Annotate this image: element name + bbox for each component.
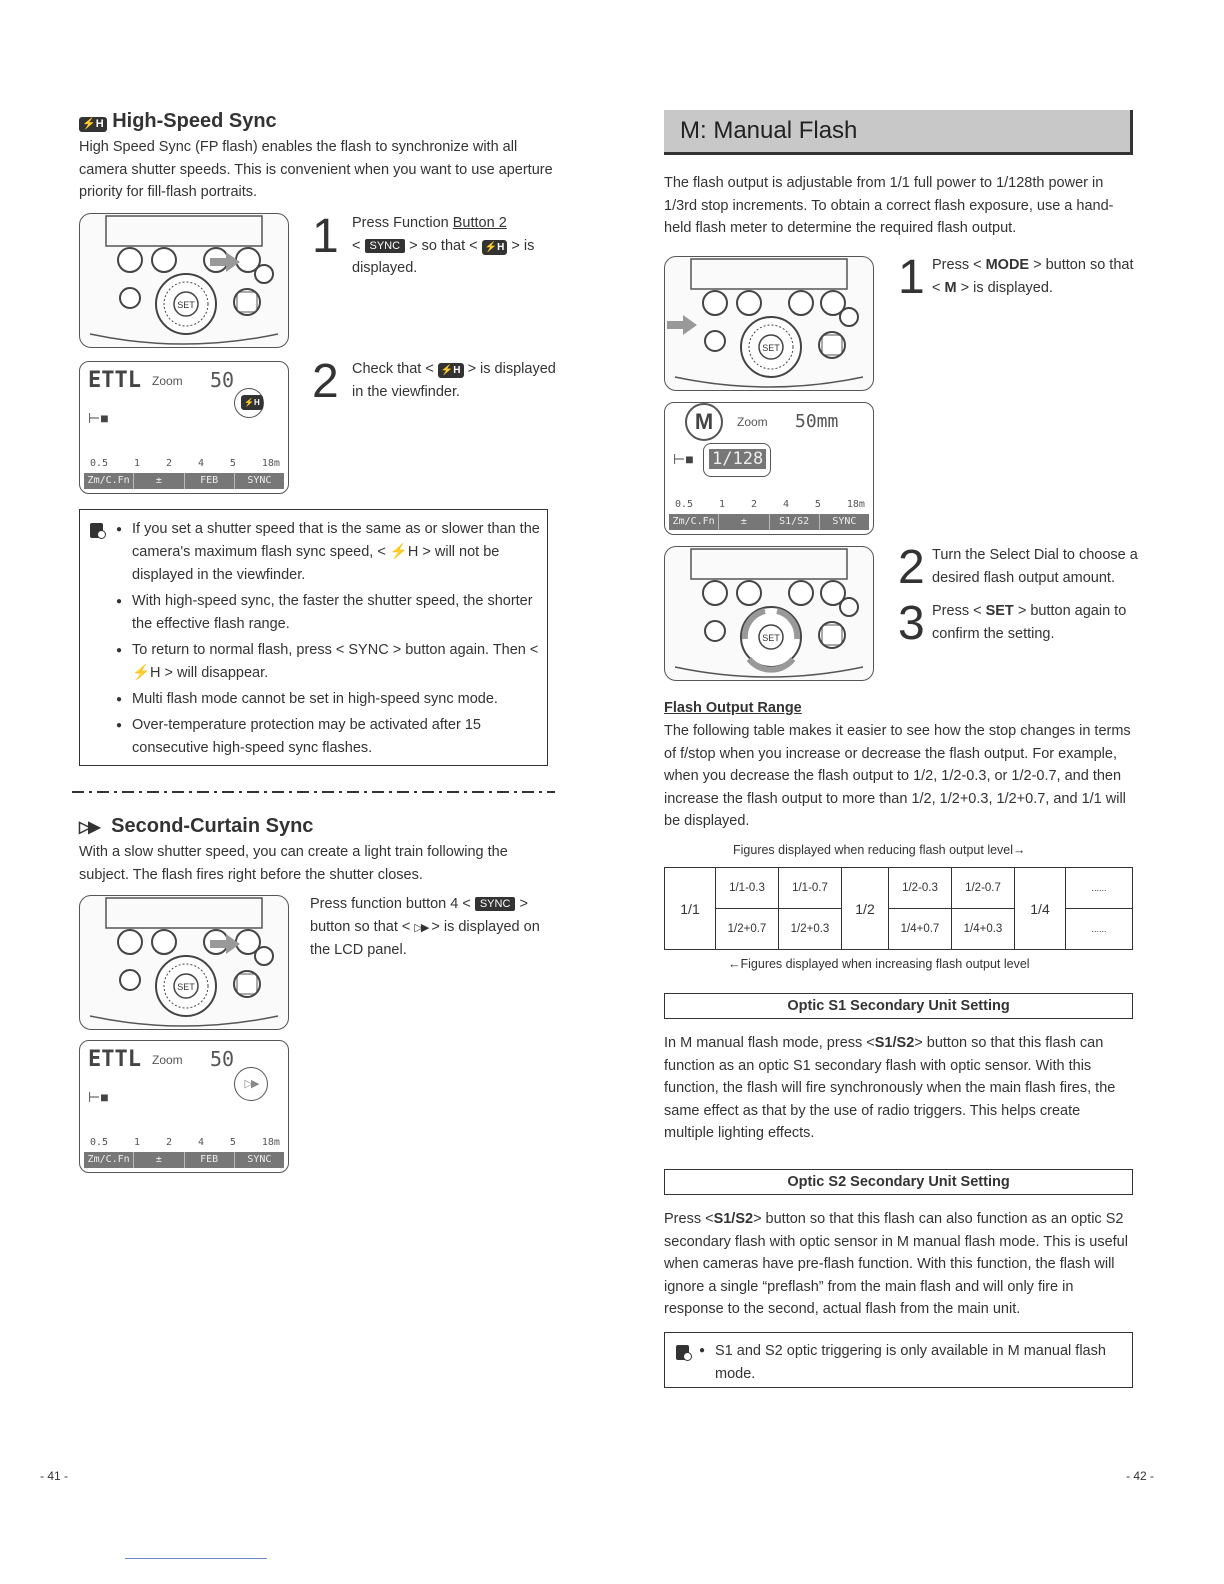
scale-tick: 5 [814,499,821,510]
flash-output-range-text: The following table makes it easier to see how the stop changes in terms of f/stop when you increase or decrease the flash output. For example, when you decrease the flash output to 1/2, 1/2-0.3, or 1/2-0.7, and then increase the flash output to more than 1/2, 1/2+0.3, 1/2+0.7, and 1/1 will be displayed. [664,723,1131,829]
sync-button-tag: SYNC [475,897,516,911]
table-cell: ...... [1066,909,1133,950]
note-item: ● S1 and S2 optic triggering is only available in M manual flash mode. [699,1340,1119,1385]
hss-step2-b: > is displayed in the viewfinder. [352,361,556,400]
set-label: SET [177,300,195,310]
hss-step1-b: < [352,237,361,254]
lcd-bar-item: S1/S2 [770,514,820,530]
hss-intro: High Speed Sync (FP flash) enables the flash to synchronize with all camera shutter speeds. This is convenient when you want to use aperture priority for fill-flash portraits. [79,139,553,200]
table-cell: 1/2-0.7 [952,868,1015,909]
s1-text-a: In M manual flash mode, press < [664,1035,875,1051]
manual-step1-text [932,254,1137,299]
note-item: ● Multi flash mode cannot be set in high-speed sync mode. [116,688,544,711]
scs-intro: With a slow shutter speed, you can create a light train following the subject. The flash fires right before the shutter closes. [79,844,508,883]
second-curtain-sync-icon: ▷▶ [244,1078,258,1090]
scs-heading [79,815,313,838]
scale-tick: 4 [197,1137,204,1148]
s1-heading-box [664,993,1133,1019]
note-item: ● Over-temperature protection may be activated after 15 consecutive high-speed sync flashes. [116,714,544,760]
manual-intro: The flash output is adjustable from 1/1 full power to 1/128th power in 1/3rd stop increments. To obtain a correct flash exposure, use a hand-held flash meter to determine the required flash output. [664,175,1114,236]
control-panel-drawing [665,257,873,390]
scale-tick: 0.5 [90,458,109,469]
note-icon [90,523,103,538]
manual-step2-number: 2 [898,541,925,594]
scs-step-text [310,893,555,962]
table-cell: 1/4+0.7 [889,909,952,950]
s2-text [664,1208,1134,1321]
flash-control-panel-illustration [79,213,289,348]
flash-control-panel-illustration [664,256,874,391]
footer-rule [125,1558,267,1559]
manual-step1-a: Press < [932,257,982,273]
s1s2-note-box [664,1332,1133,1388]
flash-head-icon: ⊢■ [88,1089,109,1105]
s1-text [664,1032,1134,1145]
lcd-scale [90,458,280,469]
lcd-power-highlight [703,443,771,477]
lcd-panel-illustration [79,361,289,494]
s1-heading: Optic S1 Secondary Unit Setting [787,998,1010,1014]
lcd-bar-item: FEB [185,1152,235,1168]
lcd-function-bar [84,473,284,489]
manual-flash-title: M: Manual Flash [680,117,858,144]
high-speed-sync-icon: ⚡H [241,395,263,410]
sync-button-tag: SYNC [365,239,406,253]
lcd-mode: M [685,403,723,441]
lcd-bar-item: Zm/C.Fn [84,473,134,489]
table-cell: 1/1 [665,868,716,950]
lcd-highlight-circle [234,1067,268,1101]
manual-flash-title-bar [664,110,1133,155]
table-cell: 1/2+0.7 [716,909,779,950]
control-panel-drawing [665,547,873,680]
scs-title: Second-Curtain Sync [111,815,314,837]
s2-text-b: S1/S2 [713,1211,754,1227]
table-cell: ...... [1066,868,1133,909]
manual-step3-a: Press < [932,603,982,619]
note-item: ● If you set a shutter speed that is the same as or slower than the camera's maximum flash sync speed, < ⚡H > will not be displayed in the viewfinder. [116,518,544,587]
table-caption-top: Figures displayed when reducing flash output level→ [733,843,1026,857]
lcd-power: 1/128 [709,449,766,469]
note-item: ● With high-speed sync, the faster the shutter speed, the shorter the effective flash range. [116,590,544,636]
control-panel-drawing [80,214,288,347]
hss-step1-text [352,212,557,280]
hss-notes-box [79,509,548,766]
lcd-mm: 50 [210,1047,235,1071]
table-cell: 1/1-0.7 [779,868,842,909]
lcd-function-bar [669,514,869,530]
lcd-scale [675,499,865,510]
scale-tick: 18m [261,458,280,469]
lcd-bar-item: FEB [185,473,235,489]
page-number-right: - 42 - [1126,1469,1155,1483]
table-cell: 1/4+0.3 [952,909,1015,950]
hss-step1-d: > is displayed. [352,237,535,276]
flash-head-icon: ⊢■ [673,451,694,467]
high-speed-sync-icon: ⚡H [79,117,107,132]
table-caption-bottom: ←Figures displayed when increasing flash output level [728,957,1030,971]
flash-head-icon: ⊢■ [88,410,109,426]
flash-control-panel-illustration [664,546,874,681]
manual-step1-b: MODE [985,257,1030,273]
manual-step1-number: 1 [898,251,925,304]
lcd-bar-item: SYNC [247,1154,272,1165]
note-icon [676,1345,689,1360]
manual-step3-text [932,600,1142,645]
scale-tick: 1 [134,458,141,469]
lcd-bar-item: ± [134,1152,184,1168]
s1s2-note-list [699,1340,1119,1385]
section-divider [72,791,555,793]
table-cell: 1/2-0.3 [889,868,952,909]
s1-text-c: > button so that this flash can function as an optic S1 secondary flash with optic sensor. With this function, the flash will fire synchronously when the main flash fires, the same effect as that by the use of radio triggers. This helps create multiple lighting effects. [664,1035,1116,1141]
table-cell: 1/1-0.3 [716,868,779,909]
lcd-bar-item: ± [134,473,184,489]
set-label: SET [177,982,195,992]
second-curtain-sync-icon: ▷▶ [414,921,428,934]
manual-step3-b: SET [985,603,1014,619]
scale-tick: 4 [782,499,789,510]
s2-text-a: Press < [664,1211,714,1227]
lcd-mode: ETTL [88,1047,141,1072]
flash-output-range-title: Flash Output Range [664,700,802,716]
lcd-panel-illustration [664,402,874,535]
manual-step1-d: M [944,279,957,296]
hss-step2-number: 2 [312,355,339,408]
table-cell: 1/2+0.3 [779,909,842,950]
note-item: ● To return to normal flash, press < SYNC > button again. Then < ⚡H > will disappear. [116,639,544,685]
scale-tick: 18m [261,1137,280,1148]
scs-step-a: Press function button 4 < [310,896,471,912]
lcd-bar-item: SYNC [832,516,857,527]
lcd-zoom: Zoom [152,374,183,388]
lcd-mm: 50mm [795,411,839,432]
s2-heading: Optic S2 Secondary Unit Setting [787,1174,1010,1190]
scale-tick: 2 [165,1137,172,1148]
lcd-bar-item: ± [719,514,769,530]
flash-output-table [664,867,1133,950]
control-panel-drawing [80,896,288,1029]
hss-step1-number: 1 [312,210,339,263]
lcd-panel-illustration [79,1040,289,1173]
scale-tick: 18m [846,499,865,510]
manual-step1-e: > is displayed. [960,279,1053,296]
lcd-scale [90,1137,280,1148]
hss-step1-link: Button 2 [452,215,507,231]
lcd-function-bar [84,1152,284,1168]
manual-step2-text: Turn the Select Dial to choose a desired flash output amount. [932,547,1138,586]
scs-step-b: > button so that < [310,896,528,935]
scale-tick: 1 [134,1137,141,1148]
lcd-mm: 50 [210,368,235,392]
manual-step3-c: > button again to confirm the setting. [932,603,1127,642]
table-cell: 1/2 [842,868,889,950]
set-label: SET [762,343,780,353]
lcd-highlight-circle [234,388,264,418]
second-curtain-sync-icon: ▷▶ [79,819,98,836]
hss-step2-text [352,358,557,403]
scale-tick: 1 [719,499,726,510]
lcd-bar-item: SYNC [247,475,272,486]
hss-title: High-Speed Sync [112,110,277,132]
hss-step2-a: Check that < [352,361,434,377]
hss-heading [79,110,277,133]
lcd-mode: ETTL [88,368,141,393]
page-number-left: - 41 - [40,1469,69,1483]
lcd-bar-item: Zm/C.Fn [669,514,719,530]
hss-step1-c: > so that < [409,237,478,254]
scale-tick: 5 [229,458,236,469]
high-speed-sync-icon: ⚡H [482,240,508,255]
s2-heading-box [664,1169,1133,1195]
hss-notes-list [116,518,544,760]
manual-step3-number: 3 [898,597,925,650]
s1-text-b: S1/S2 [874,1035,915,1051]
scale-tick: 4 [197,458,204,469]
set-label: SET [762,633,780,643]
scale-tick: 0.5 [675,499,694,510]
scale-tick: 2 [165,458,172,469]
lcd-bar-item: Zm/C.Fn [84,1152,134,1168]
scale-tick: 2 [750,499,757,510]
s2-text-c: > button so that this flash can also function as an optic S2 secondary flash with optic sensor in M manual flash mode. This is useful when cameras have pre-flash function. With this function, the flash will ignore a single “preflash” from the main flash and will only fire in response to the second, actual flash from the main unit. [664,1211,1128,1317]
table-cell: 1/4 [1015,868,1066,950]
high-speed-sync-icon: ⚡H [438,363,464,378]
flash-control-panel-illustration [79,895,289,1030]
scale-tick: 0.5 [90,1137,109,1148]
lcd-zoom: Zoom [152,1053,183,1067]
hss-step1-a: Press Function [352,215,453,231]
lcd-zoom: Zoom [737,415,768,429]
scs-step-c: > is displayed on the LCD panel. [310,918,540,958]
scale-tick: 5 [229,1137,236,1148]
manual-step1-c: > button so that < [932,257,1134,296]
